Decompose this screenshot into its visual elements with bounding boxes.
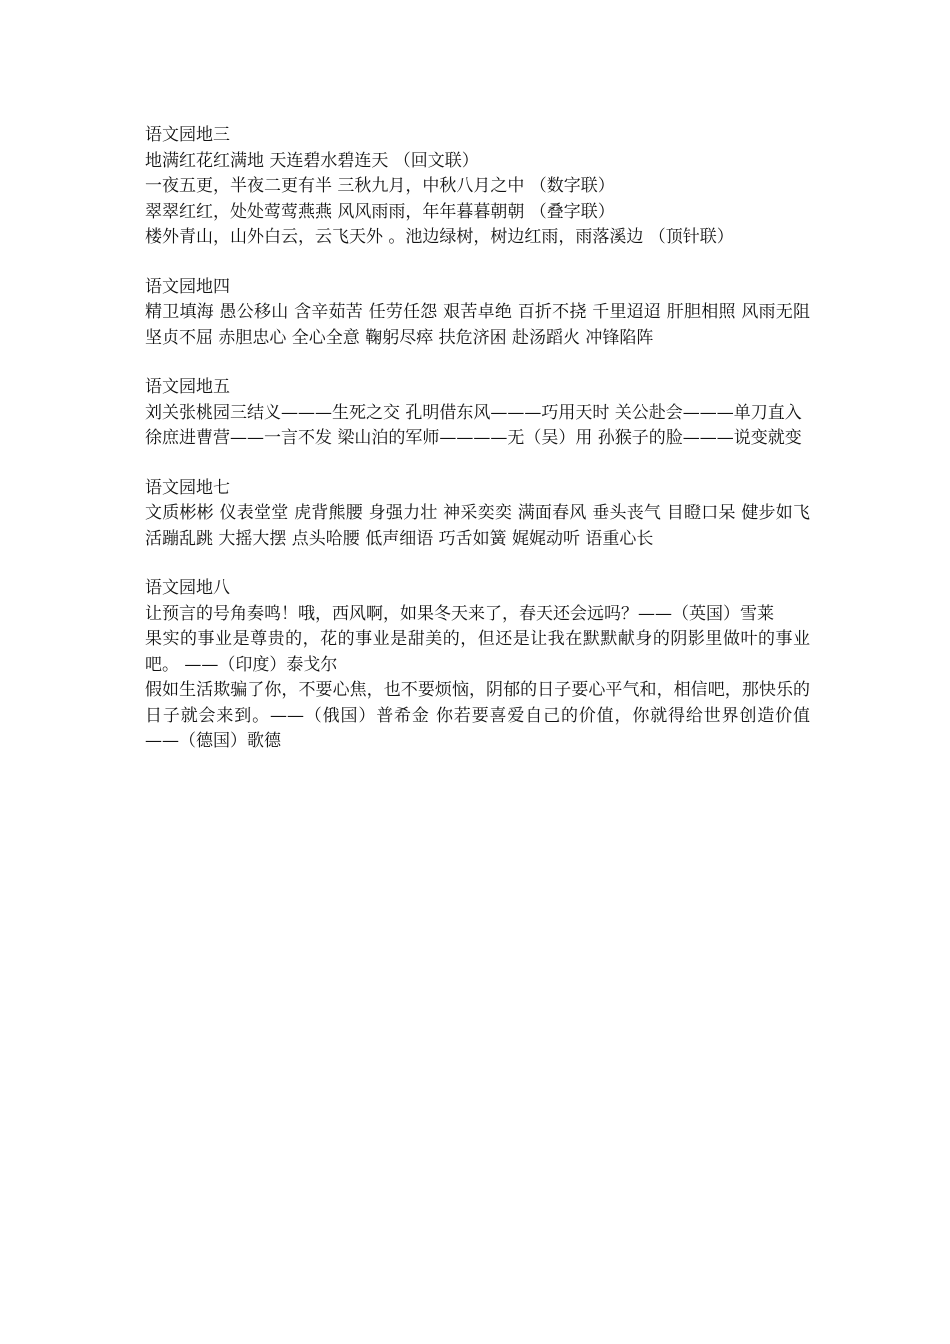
section-garden-three xyxy=(145,123,810,251)
text-line: 精卫填海 愚公移山 含辛茹苦 任劳任怨 艰苦卓绝 百折不挠 千里迢迢 肝胆相照 风雨无阻 坚贞不屈 赤胆忠心 全心全意 鞠躬尽瘁 扶危济困 赴汤蹈火 冲锋陷阵 xyxy=(145,302,810,348)
text-line: 地满红花红满地 天连碧水碧连天 （回文联） xyxy=(145,150,479,171)
text-line: 楼外青山，山外白云，云飞天外 。池边绿树，树边红雨，雨落溪边 （顶针联） xyxy=(145,227,734,247)
quote-line: 让预言的号角奏鸣！哦，西风啊，如果冬天来了，春天还会远吗？——（英国）雪莱 xyxy=(145,603,774,624)
section-garden-four xyxy=(145,275,810,352)
section-title: 语文园地五 xyxy=(145,377,230,397)
quote-line: 假如生活欺骗了你，不要心焦，也不要烦恼，阴郁的日子要心平气和，相信吧，那快乐的日子就会来到。——（俄国）普希金 你若要喜爱自己的价值，你就得给世界创造价值——（德国）歌德 xyxy=(145,680,810,751)
section-title: 语文园地七 xyxy=(145,477,230,498)
text-line: 徐庶进曹营——一言不发 梁山泊的军师————无（吴）用 孙猴子的脸———说变就变 xyxy=(145,428,802,448)
text-line: 翠翠红红，处处莺莺燕燕 风风雨雨，年年暮暮朝朝 （叠字联） xyxy=(145,201,615,222)
text-line: 刘关张桃园三结义———生死之交 孔明借东风———巧用天时 关公赴会———单刀直入 xyxy=(145,402,802,423)
text-line: 文质彬彬 仪表堂堂 虎背熊腰 身强力壮 神采奕奕 满面春风 垂头丧气 目瞪口呆 健步如飞 活蹦乱跳 大摇大摆 点头哈腰 低声细语 巧舌如簧 娓娓动听 语重心长 xyxy=(145,503,810,549)
section-title: 语文园地三 xyxy=(145,125,230,145)
text-line: 一夜五更，半夜二更有半 三秋九月，中秋八月之中 （数字联） xyxy=(145,176,615,196)
quote-line: 果实的事业是尊贵的，花的事业是甜美的，但还是让我在默默献身的阴影里做叶的事业吧。 ——（印度）泰戈尔 xyxy=(145,629,810,675)
section-garden-eight xyxy=(145,576,810,755)
section-garden-seven xyxy=(145,476,810,553)
section-garden-five xyxy=(145,375,810,452)
section-title: 语文园地八 xyxy=(145,578,230,598)
document-page xyxy=(145,123,810,779)
section-title: 语文园地四 xyxy=(145,276,230,297)
